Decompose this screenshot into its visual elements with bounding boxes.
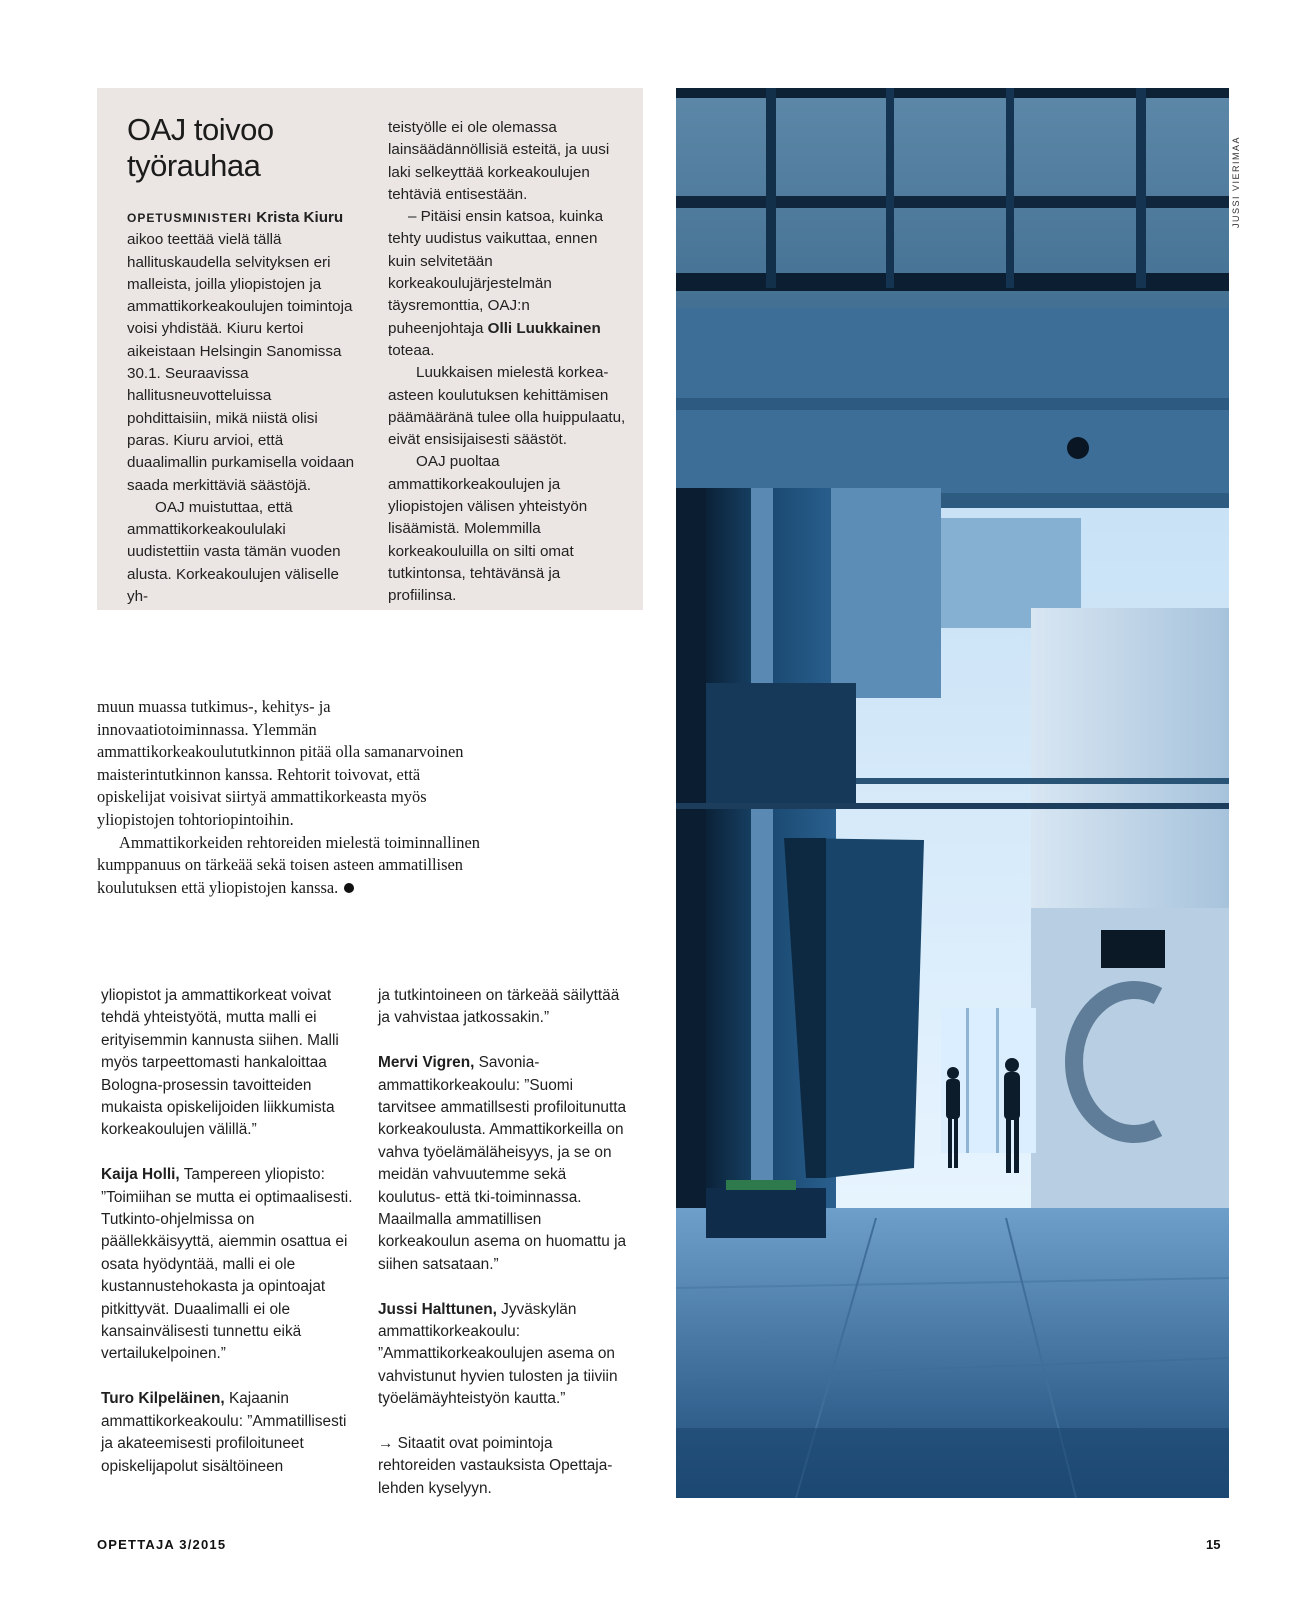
- main-paragraph: Ammattikorkeiden rehtoreiden mielestä toiminnallinen kumppanuus on tärkeää sekä toisen asteen ammatillisen koulutuksen että yliopistojen kanssa.: [97, 832, 480, 897]
- sidebar-column-2: [388, 117, 628, 608]
- quote-paragraph: yliopistot ja ammattikorkeat voivat tehdä yhteistyötä, mutta malli ei erityisemmin kannusta siihen. Malli myös tarpeettomasti hankaloittaa Bologna-prosessin tavoitteiden mukaista opiskelijoiden liikkumista korkeakoulujen välillä.”: [101, 987, 339, 1139]
- sidebar-paragraph: OAJ muistuttaa, että ammattikorkeakoululaki uudistettiin vasta tämän vuoden alusta. Korkeakoulujen väliselle yh-: [127, 498, 341, 606]
- atrium-photo: [676, 88, 1229, 1498]
- main-text-column: [97, 696, 482, 899]
- end-mark-icon: [344, 883, 354, 893]
- sidebar-kicker: OPETUSMINISTERI: [127, 211, 253, 225]
- sidebar-title: OAJ toivoo työrauhaa: [127, 112, 274, 183]
- quotes-column-1: [101, 985, 353, 1500]
- quote-text: Jyväskylän ammattikorkeakoulu: ”Ammattikorkeakoulujen asema on vahvistunut hyvien tulosten ja tiiviin työelämäyhteistyön kautta.”: [378, 1300, 618, 1408]
- sidebar-paragraph: OAJ puoltaa ammattikorkeakoulujen ja yliopistojen välisen yhteistyön lisäämistä. Molemmilla korkeakouluilla on silti omat tutkintonsa, tehtävänsä ja profiilinsa.: [388, 453, 588, 605]
- sidebar-paragraph-end: toteaa.: [388, 341, 435, 359]
- quotes-source-note: → Sitaatit ovat poimintoja rehtoreiden vastauksista Opettaja-lehden kyselyyn.: [378, 1435, 613, 1497]
- quote-name-holli: Kaija Holli,: [101, 1166, 180, 1184]
- sidebar-paragraph: – Pitäisi ensin katsoa, kuinka tehty uudistus vaikuttaa, ennen kuin selvitetään korkeakoulujärjestelmän täysremonttia, OAJ:n puheenjohtaja: [388, 208, 604, 337]
- footer-magazine-issue: OPETTAJA 3/2015: [97, 1537, 227, 1552]
- quote-text: Savonia-ammattikorkeakoulu: ”Suomi tarvitsee ammatillsesti profiloitunutta korkeakoulusta. Ammattikorkeilla on vahva työelämäläheisyys, ja se on meidän vahvuutemme sekä koulutus- että tki-toiminnassa. Maailmalla ammatillisen korkeakoulun asema on huomattu ja siihen satsataan.”: [378, 1054, 627, 1273]
- sidebar-paragraph: aikoo teettää vielä tällä hallituskaudella selvityksen eri malleista, joilla yliopistojen ja ammattikorkeakoulujen toimintoja voisi yhdistää. Kiuru kertoi aikeistaan Helsingin Sanomissa 30.1. Seuraavissa hallitusneuvotteluissa pohdittaisiin, mikä niistä olisi paras. Kiuru arvioi, että duaalimallin purkamisella voidaan saada merkittäviä säästöjä.: [127, 231, 355, 494]
- sidebar-paragraph: Luukkaisen mielestä korkea-asteen koulutuksen kehittämisen päämääränä tulee olla huippulaatu, eivät ensisijaisesti säästöt.: [388, 364, 626, 449]
- sidebar-paragraph: teistyölle ei ole olemassa lainsäädännöllisiä esteitä, ja uusi laki selkeyttää korkeakoulujen tehtäviä entisestään.: [388, 119, 610, 203]
- sidebar-kicker-name: Krista Kiuru: [256, 209, 344, 226]
- quote-paragraph: ja tutkintoineen on tärkeää säilyttää ja vahvistaa jatkossakin.”: [378, 987, 620, 1027]
- photo-credit: JUSSI VIERIMAA: [1231, 135, 1241, 228]
- footer-page-number: 15: [1206, 1537, 1221, 1552]
- quote-text: Kajaanin ammattikorkeakoulu: ”Ammatillisesti ja akateemisesti profiloituneet opiskelijapolut sisältöineen: [101, 1390, 347, 1475]
- quote-name-kilpelainen: Turo Kilpeläinen,: [101, 1390, 225, 1408]
- sidebar-column-1: [127, 207, 355, 608]
- quotes-column-2: [378, 985, 630, 1523]
- quote-name-vigren: Mervi Vigren,: [378, 1054, 475, 1072]
- main-paragraph: muun muassa tutkimus-, kehitys- ja innovaatiotoiminnassa. Ylemmän ammattikorkeakoulututkinnon pitää olla samanarvoinen maisterintutkinnon kanssa. Rehtorit toivovat, että opiskelijat voisivat siirtyä ammattikorkeasta myös yliopistojen tohtoriopintoihin.: [97, 697, 464, 829]
- sidebar-name-olli: Olli Luukkainen: [487, 319, 601, 337]
- quote-name-halttunen: Jussi Halttunen,: [378, 1300, 497, 1318]
- quote-text: Tampereen yliopisto: ”Toimiihan se mutta ei optimaalisesti. Tutkinto-ohjelmissa on päällekkäisyyttä, aiemmin osattua ei osata hyödyntää, malli ei ole kustannustehokasta ja opintoajat pitkittyvät. Duaalimalli ei ole kansainvälisesti tunnettu eikä vertailukelpoinen.”: [101, 1166, 353, 1363]
